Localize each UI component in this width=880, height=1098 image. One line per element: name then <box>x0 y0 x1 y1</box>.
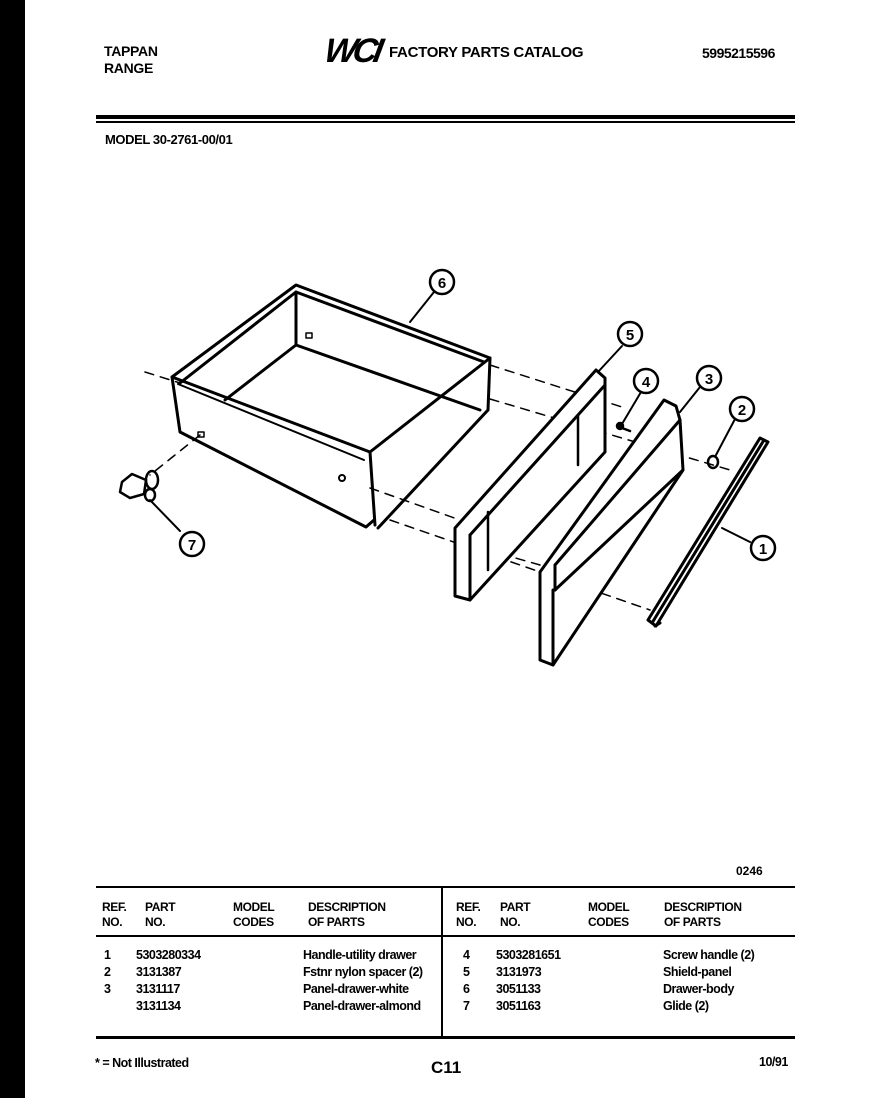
ref-no: 6 <box>463 982 470 996</box>
description: Panel-drawer-white <box>303 982 409 996</box>
header-ref-no: REF. NO. <box>102 900 127 929</box>
ref-no: 4 <box>463 948 470 962</box>
part-no: 3051163 <box>496 999 541 1013</box>
wci-logo: WCI <box>321 32 383 70</box>
drawing-number: 0246 <box>736 864 763 878</box>
header-part-no: PART NO. <box>145 900 176 929</box>
brand-name: TAPPAN <box>104 43 158 59</box>
description: Drawer-body <box>663 982 734 996</box>
header-part-no-right: PART NO. <box>500 900 531 929</box>
spacer-part <box>708 456 718 468</box>
ref-no: 1 <box>104 948 111 962</box>
callout-label-2: 2 <box>737 402 747 419</box>
callout-label-7: 7 <box>187 537 197 554</box>
ref-no: 5 <box>463 965 470 979</box>
ref-no: 3 <box>104 982 111 996</box>
description: Screw handle (2) <box>663 948 755 962</box>
description: Handle-utility drawer <box>303 948 417 962</box>
description: Panel-drawer-almond <box>303 999 421 1013</box>
table-bottom-rule <box>96 1036 795 1039</box>
description: Glide (2) <box>663 999 709 1013</box>
scan-edge-strip <box>0 0 25 1098</box>
callout-label-3: 3 <box>704 371 714 388</box>
header-description-right: DESCRIPTION OF PARTS <box>664 900 742 929</box>
part-no: 3131117 <box>136 982 180 996</box>
ref-no: 2 <box>104 965 111 979</box>
part-no: 3051133 <box>496 982 541 996</box>
header-ref-no-right: REF. NO. <box>456 900 481 929</box>
description: Fstnr nylon spacer (2) <box>303 965 423 979</box>
revision-date: 10/91 <box>759 1055 788 1069</box>
callout-label-5: 5 <box>625 327 635 344</box>
glide-part <box>120 471 158 501</box>
page-code: C11 <box>431 1058 462 1077</box>
catalog-title: FACTORY PARTS CATALOG <box>389 44 584 61</box>
header-rule-thin <box>96 121 795 123</box>
part-no: 3131387 <box>136 965 182 979</box>
not-illustrated-note: * = Not Illustrated <box>95 1056 189 1070</box>
model-number: MODEL 30-2761-00/01 <box>105 132 233 147</box>
ref-no: 7 <box>463 999 470 1013</box>
part-no: 5303280334 <box>136 948 201 962</box>
table-top-rule <box>96 886 795 888</box>
exploded-drawer-diagram <box>90 250 810 690</box>
brand-block <box>104 43 158 77</box>
header-description: DESCRIPTION OF PARTS <box>308 900 386 929</box>
header-model-codes-right: MODEL CODES <box>588 900 630 929</box>
part-no: 3131973 <box>496 965 542 979</box>
drawer-body-part <box>172 285 490 528</box>
description: Shield-panel <box>663 965 732 979</box>
part-no: 5303281651 <box>496 948 561 962</box>
header-model-codes: MODEL CODES <box>233 900 275 929</box>
catalog-number: 5995215596 <box>702 45 775 61</box>
callout-label-6: 6 <box>437 275 447 292</box>
callout-label-1: 1 <box>758 541 768 558</box>
callout-label-4: 4 <box>641 374 651 391</box>
product-type: RANGE <box>104 60 154 76</box>
part-no: 3131134 <box>136 999 181 1013</box>
screw-part <box>617 423 630 431</box>
table-header-rule <box>96 935 795 937</box>
table-column-divider <box>441 886 443 1038</box>
header-rule <box>96 115 795 119</box>
parts-table <box>96 886 795 1038</box>
